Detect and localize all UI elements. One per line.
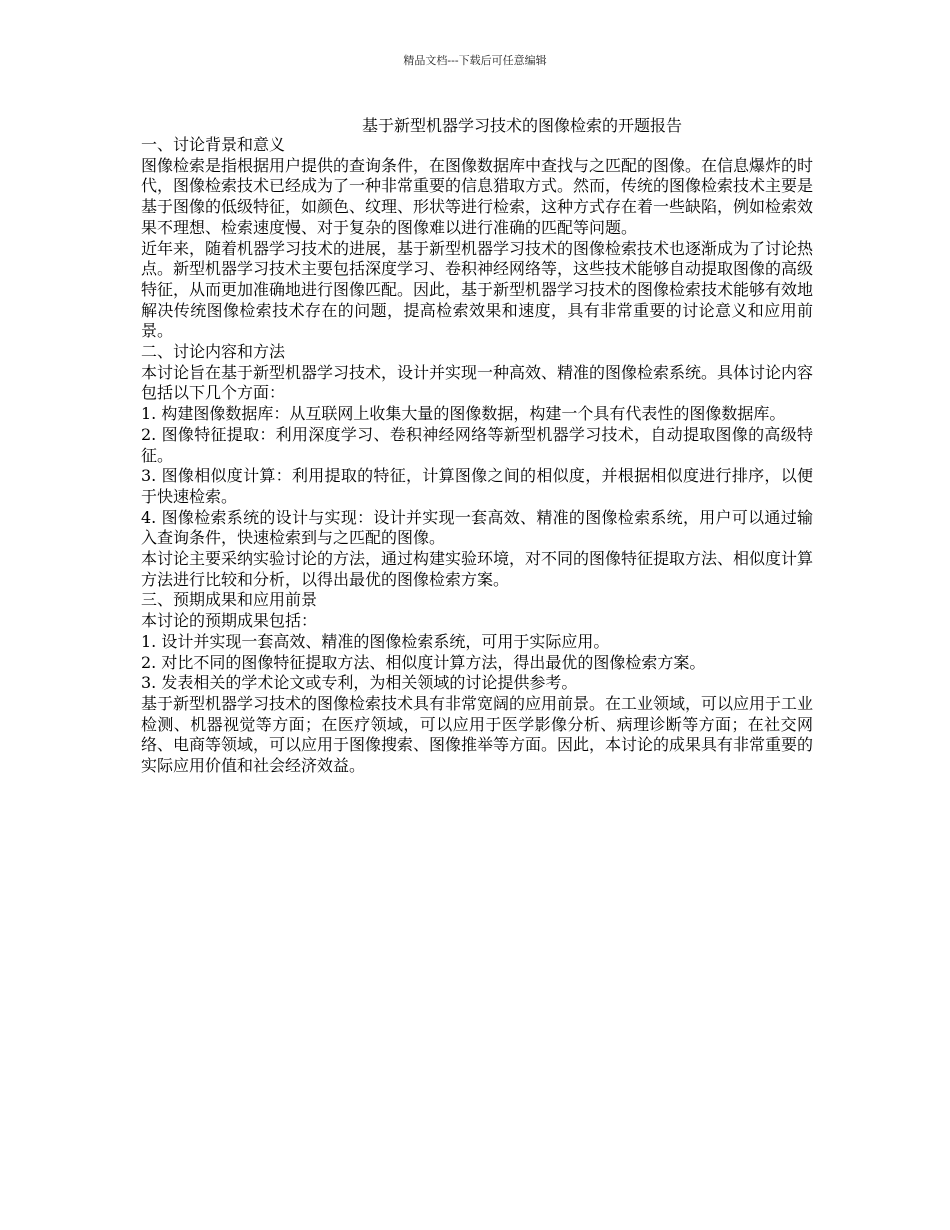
document-title: 基于新型机器学习技术的图像检索的开题报告 <box>362 116 683 135</box>
list-item-content-2: 2. 图像特征提取：利用深度学习、卷积神经网络等新型机器学习技术，自动提取图像的高级特征。 <box>141 424 813 465</box>
paragraph-background-2: 近年来，随着机器学习技术的进展，基于新型机器学习技术的图像检索技术也逐渐成为了讨论热点。新型机器学习技术主要包括深度学习、卷积神经网络等，这些技术能够自动提取图像的高级特征，从而更加准确地进行图像匹配。因此，基于新型机器学习技术的图像检索技术能够有效地解决传统图像检索技术存在的问题，提高检索效果和速度，具有非常重要的讨论意义和应用前景。 <box>141 238 814 341</box>
list-item-content-4: 4. 图像检索系统的设计与实现：设计并实现一套高效、精准的图像检索系统，用户可以通过输入查询条件，快速检索到与之匹配的图像。 <box>141 507 813 548</box>
section-heading-background: 一、讨论背景和意义 <box>141 135 286 154</box>
section-heading-outcomes: 三、预期成果和应用前景 <box>141 590 318 610</box>
paragraph-outcomes-intro: 本讨论的预期成果包括： <box>141 611 318 631</box>
paragraph-methods: 本讨论主要采纳实验讨论的方法，通过构建实验环境，对不同的图像特征提取方法、相似度计算方法进行比较和分析，以得出最优的图像检索方案。 <box>141 549 814 589</box>
list-item-outcome-3: 3. 发表相关的学术论文或专利，为相关领域的讨论提供参考。 <box>141 673 578 693</box>
list-item-content-1: 1. 构建图像数据库：从互联网上收集大量的图像数据，构建一个具有代表性的图像数据库。 <box>141 404 786 424</box>
paragraph-applications: 基于新型机器学习技术的图像检索技术具有非常宽阔的应用前景。在工业领域，可以应用于工业检测、机器视觉等方面；在医疗领域，可以应用于医学影像分析、病理诊断等方面；在社交网络、电商等领域，可以应用于图像搜索、图像推举等方面。因此，本讨论的成果具有非常重要的实际应用价值和社会经济效益。 <box>141 693 814 776</box>
list-item-content-3: 3. 图像相似度计算：利用提取的特征，计算图像之间的相似度，并根据相似度进行排序，以便于快速检索。 <box>141 466 813 506</box>
paragraph-content-intro: 本讨论旨在基于新型机器学习技术，设计并实现一种高效、精准的图像检索系统。具体讨论内容包括以下几个方面： <box>141 362 814 403</box>
section-heading-content-methods: 二、讨论内容和方法 <box>141 342 286 362</box>
list-item-outcome-1: 1. 设计并实现一套高效、精准的图像检索系统，可用于实际应用。 <box>141 631 610 651</box>
document-body <box>141 135 813 777</box>
page-header: 精品文档---下载后可任意编辑 <box>403 54 547 67</box>
list-item-outcome-2: 2. 对比不同的图像特征提取方法、相似度计算方法，得出最优的图像检索方案。 <box>141 652 706 672</box>
paragraph-background-1: 图像检索是指根据用户提供的查询条件，在图像数据库中查找与之匹配的图像。在信息爆炸的时代，图像检索技术已经成为了一种非常重要的信息猎取方式。然而，传统的图像检索技术主要是基于图像的低级特征，如颜色、纹理、形状等进行检索，这种方式存在着一些缺陷，例如检索效果不理想、检索速度慢、对于复杂的图像难以进行准确的匹配等问题。 <box>141 155 814 237</box>
